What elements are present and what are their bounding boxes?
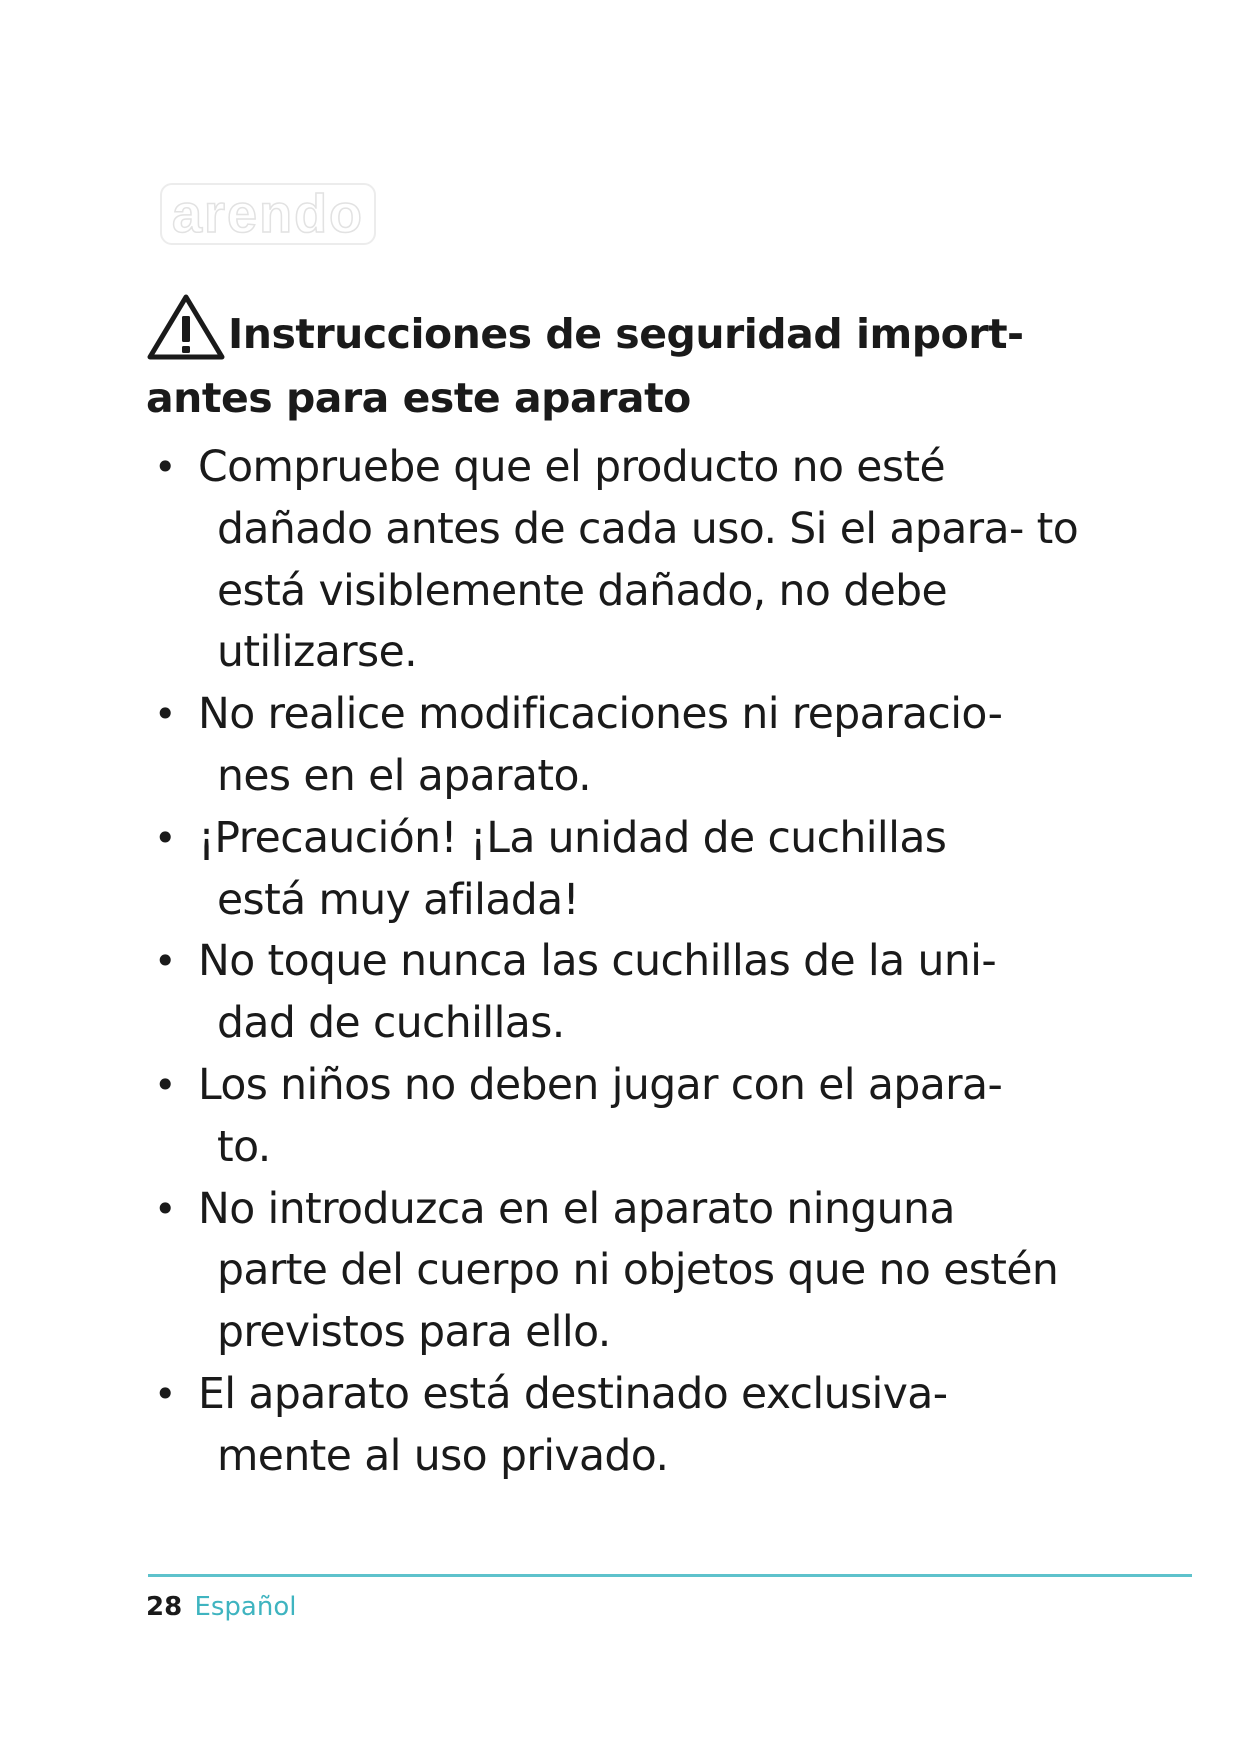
bullet: • <box>154 1371 176 1416</box>
list-item-continuation: parte del cuerpo ni objetos que no estén previstos para ello. <box>217 1246 1059 1358</box>
page-footer <box>146 1590 296 1624</box>
footer-language: Español <box>194 1592 297 1622</box>
list-item <box>146 808 1106 932</box>
page-number: 28 <box>146 1592 183 1622</box>
brand-watermark: arendo <box>160 183 376 245</box>
list-item <box>146 1364 1106 1488</box>
list-item-first-line: Los niños no deben jugar con el apara- <box>198 1060 1003 1110</box>
list-item <box>146 1055 1106 1179</box>
safety-instructions-list <box>146 437 1106 1488</box>
list-item <box>146 684 1106 808</box>
list-item-continuation: está muy afilada! <box>217 875 580 925</box>
list-item-first-line: No realice modificaciones ni reparacio- <box>198 690 1003 740</box>
list-item-first-line: El aparato está destinado exclusiva- <box>198 1369 948 1419</box>
warning-triangle-icon <box>146 292 226 362</box>
page-heading <box>146 292 1066 430</box>
footer-divider <box>148 1574 1192 1577</box>
heading-line-2: antes para este aparato <box>146 374 691 422</box>
bullet: • <box>154 692 176 737</box>
list-item <box>146 437 1106 684</box>
list-item-first-line: No toque nunca las cuchillas de la uni- <box>198 937 997 987</box>
bullet: • <box>154 939 176 984</box>
list-item <box>146 1179 1106 1364</box>
list-item-first-line: Compruebe que el producto no esté <box>198 443 946 492</box>
list-item-continuation: to. <box>217 1122 271 1172</box>
list-item <box>146 931 1106 1055</box>
bullet: • <box>154 445 176 489</box>
bullet: • <box>154 1062 176 1107</box>
list-item-continuation: mente al uso privado. <box>217 1431 669 1481</box>
list-item-continuation: nes en el aparato. <box>217 751 592 801</box>
bullet: • <box>154 1186 176 1231</box>
list-item-first-line: ¡Precaución! ¡La unidad de cuchillas <box>198 813 947 863</box>
list-item-first-line: No introduzca en el aparato ninguna <box>198 1184 955 1234</box>
list-item-continuation: dad de cuchillas. <box>217 999 565 1049</box>
heading-line-1: Instrucciones de seguridad import- <box>228 310 1024 358</box>
list-item-continuation: dañado antes de cada uso. Si el apara- to está visiblemente dañado, no debe utilizarse. <box>217 504 1079 678</box>
bullet: • <box>154 815 176 860</box>
